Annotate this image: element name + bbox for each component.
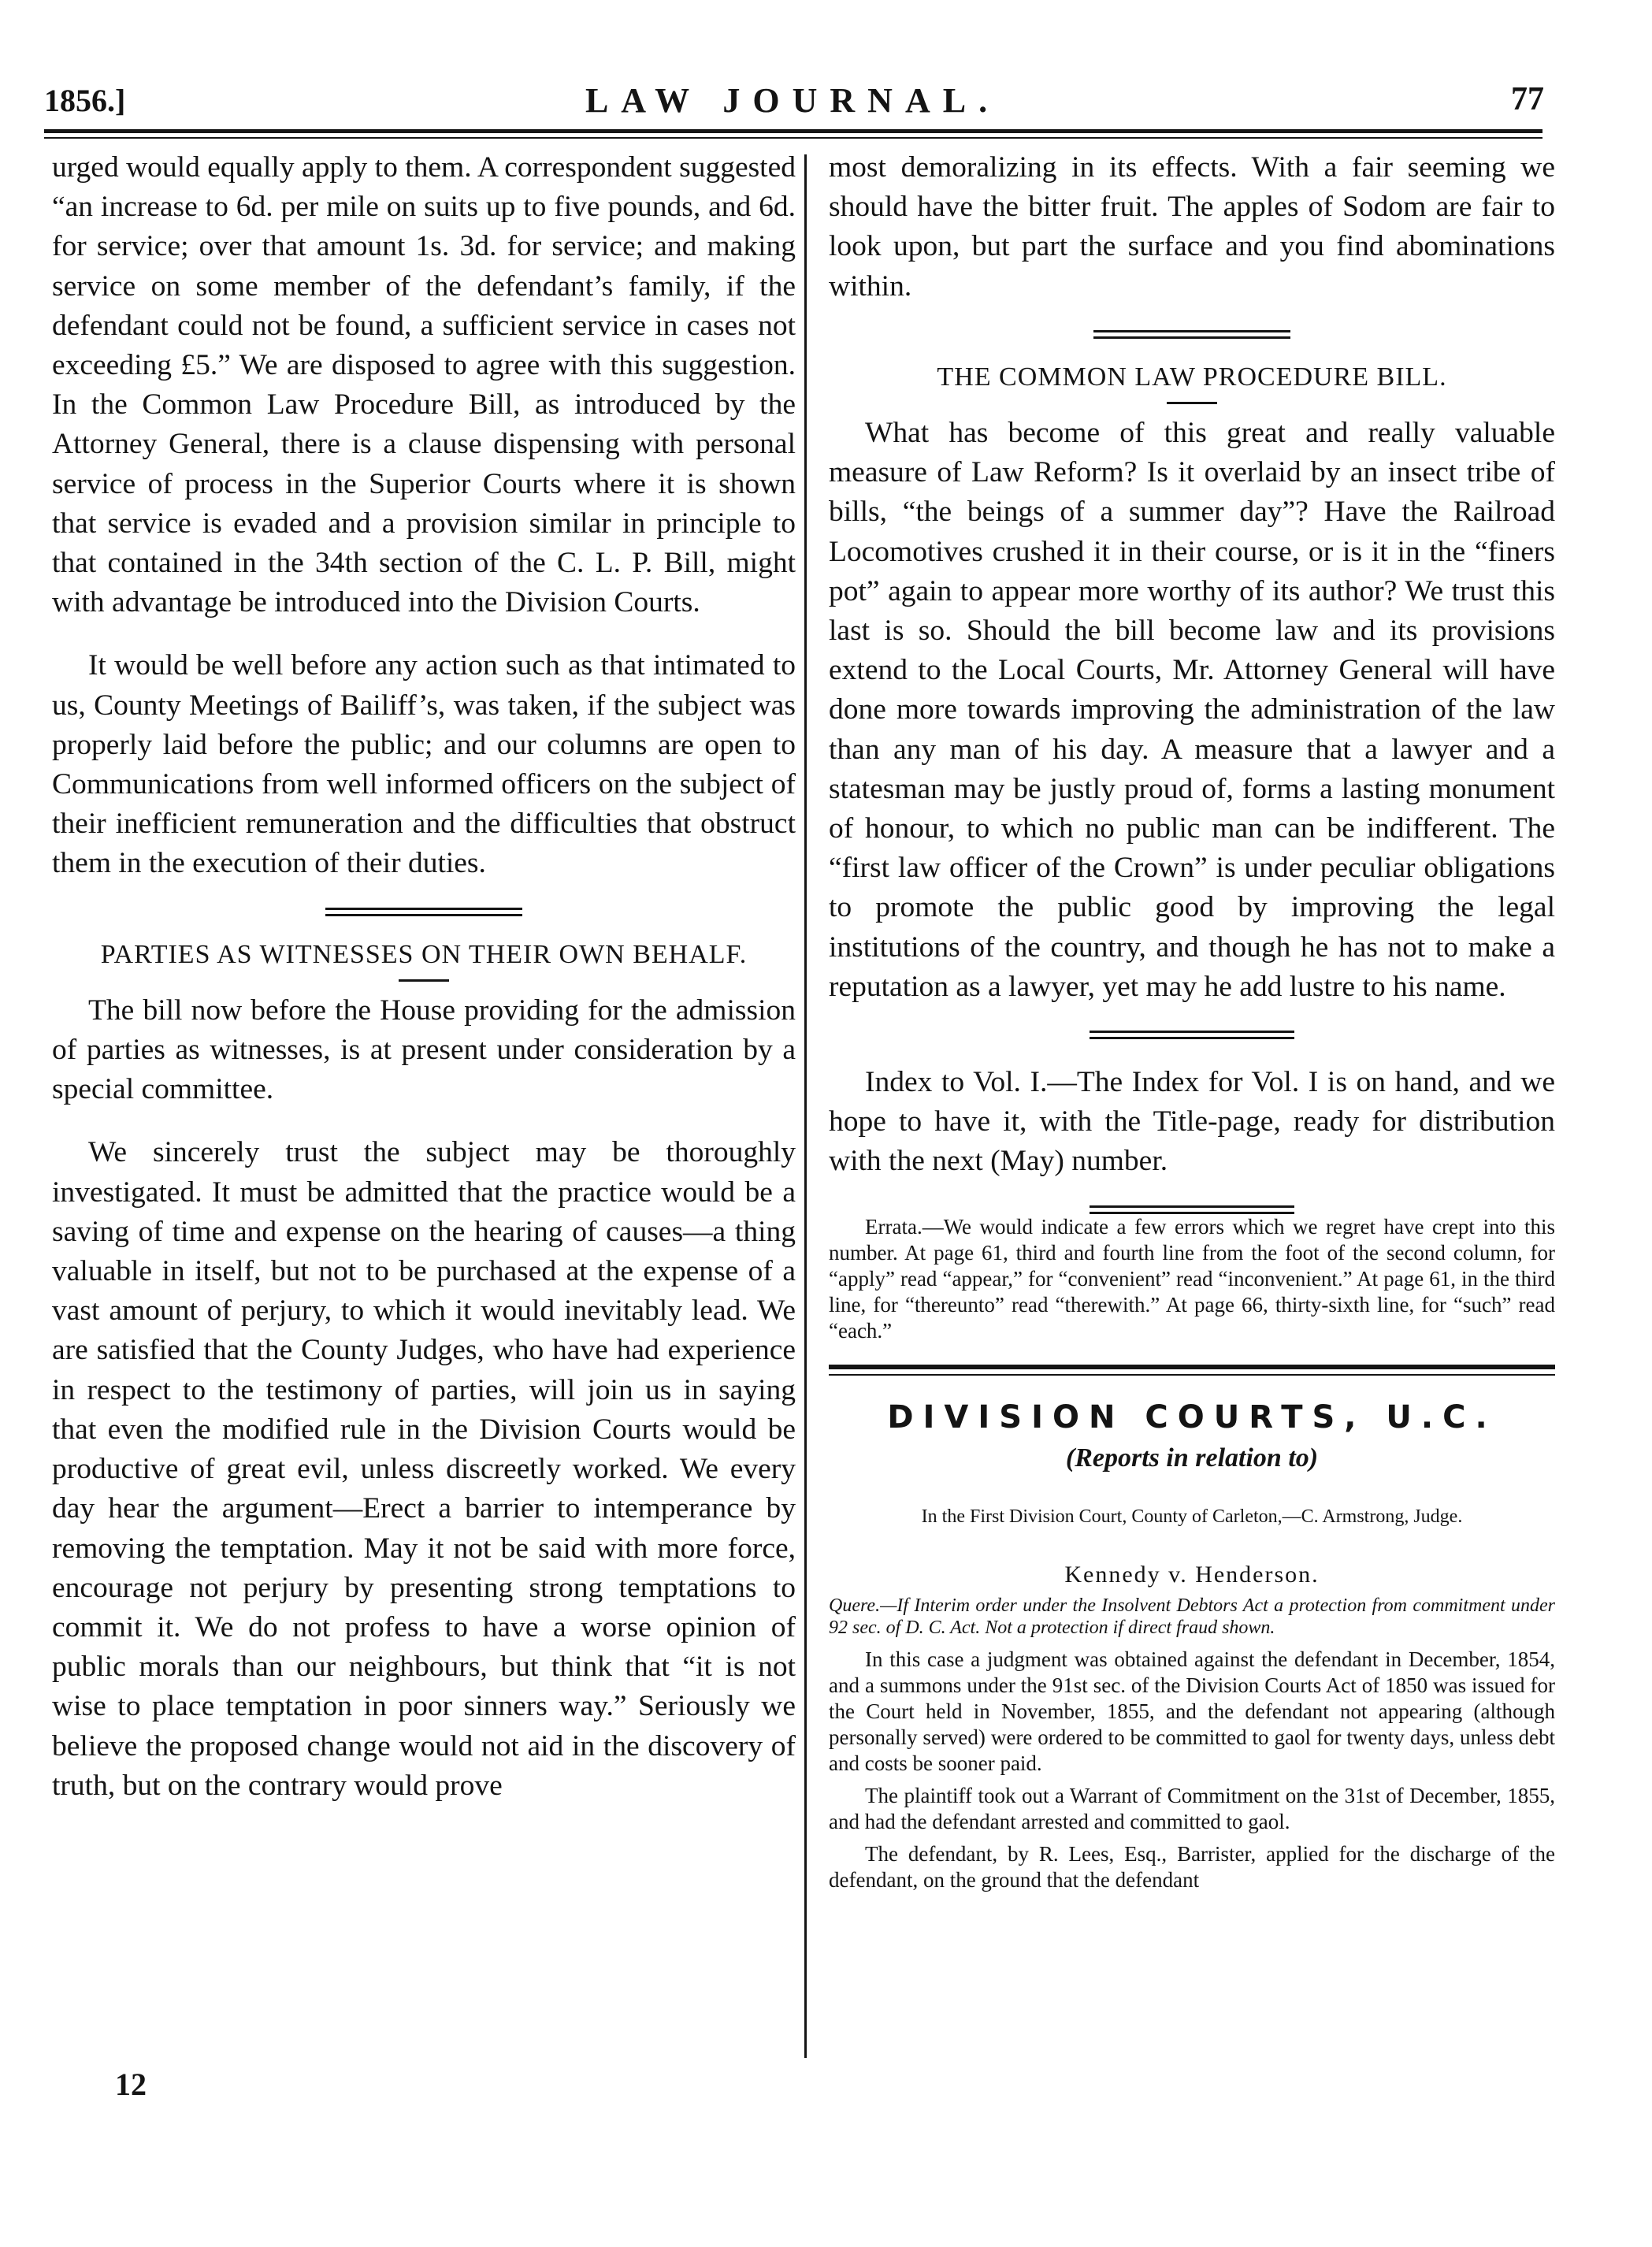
signature-mark: 12 [115,2067,147,2102]
left-paragraph-3: The bill now before the House providing for the admission of parties as witnesses, is at present under consideration by a special committee. [52,994,796,1106]
heading-underline [1167,402,1217,404]
left-paragraph-4: We sincerely trust the subject may be thoroughly investigated. It must be admitted that the practice would be a saving of time and expense on the hearing of causes—a thing valuable in itself, but not to be purchased at the expense of a vast amount of perjury, to which it would inevitably lead. We are satisfied that the County Judges, who have had experience in respect to the testimony of parties, will join us in saying that even the modified rule in the Division Courts would be productive of great evil, unless discreetly worked. We every day hear the argument—Erect a barrier to intemperance by removing the temptation. May it not be said with more force, encourage not perjury by presenting strong temptations to commit it. We do not profess to have a worse opinion of public morals than our neighbours, but think that “it is not wise to place temptation in poor sinners way.” Seriously we believe the proposed change would not aid in the discovery of truth, but on the contrary would prove [52,1136,796,1802]
section-rule-thin [829,1374,1555,1376]
right-paragraph-1: most demoralizing in its effects. With a fair seeming we should have the bitter fruit. The apples of Sodom are fair to look upon, but part the surface and you find abominations within. [829,151,1555,303]
header-year: 1856.] [44,83,126,118]
section-divider [325,908,522,916]
page-number: 77 [1511,81,1544,117]
court-line: In the First Division Court, County of Carleton,—C. Armstrong, Judge. [921,1506,1463,1528]
journal-title: LAW JOURNAL. [585,81,1000,120]
section-rule-thick [829,1365,1555,1369]
left-paragraph-2: It would be well before any action such as that intimated to us, County Meetings of Bailiff’s, was taken, if the subject was properly laid before the public; and our columns are open to Communications from well informed officers on the subject of their inefficient remuneration and the difficulties that obstruct them in the execution of their duties. [52,649,796,880]
case-paragraph-2: The plaintiff took out a Warrant of Commitment on the 31st of December, 1855, and had the defendant arrested and committed to gaol. [829,1784,1555,1834]
left-column [52,148,796,1806]
heading-parties-as-witnesses: PARTIES AS WITNESSES ON THEIR OWN BEHALF. [100,939,748,969]
section-title-division-courts: DIVISION COURTS, U.C. [887,1398,1497,1435]
section-divider [1093,330,1290,339]
index-note: Index to Vol. I.—The Index for Vol. I is on hand, and we hope to have it, with the Title-page, ready for distribution with the next (May) number. [829,1066,1555,1178]
section-divider [1090,1031,1294,1039]
right-paragraph-2: What has become of this great and really valuable measure of Law Reform? Is it overlaid by an insect tribe of bills, “the beings of a summer day”? Have the Railroad Locomotives crushed it in their course, or is it in the “finers pot” again to appear more worthy of its author? We trust this last is so. Should the bill become law and its provisions extend to the Local Courts, Mr. Attorney General will have done more towards improving the administration of the law than any man of his day. A measure that a lawyer and a statesman may be justly proud of, forms a lasting monument of honour, to which no public man can be indifferent. The “first law officer of the Crown” is under peculiar obligations to promote the public good by improving the legal institutions of the country, and though he has not to make a reputation as a lawyer, yet may he add lustre to his name. [829,417,1555,1003]
section-divider [1090,1205,1294,1214]
heading-common-law-procedure-bill: THE COMMON LAW PROCEDURE BILL. [937,362,1447,392]
section-subtitle: (Reports in relation to) [1065,1443,1319,1473]
header-rule-thin [44,137,1542,139]
case-query: Quere.—If Interim order under the Insolvent Debtors Act a protection from commitment under 92 sec. of D. C. Act. Not a protection if direct fraud shown. [829,1595,1555,1639]
heading-underline [399,979,449,982]
right-column [829,148,1555,1893]
header-rule-thick [44,129,1542,133]
case-paragraph-1: In this case a judgment was obtained against the defendant in December, 1854, and a summons under the 91st sec. of the Division Courts Act of 1850 was issued for the Court held in November, 1855, and the defendant not appearing (although personally served) were ordered to be committed to gaol for twenty days, unless debt and costs be sooner paid. [829,1647,1555,1776]
errata-note: Errata.—We would indicate a few errors which we regret have crept into this number. At page 61, third and fourth line from the foot of the second column, for “apply” read “appear,” for “convenient” read “inconvenient.” At page 61, in the third line, for “thereunto” read “therewith.” At page 66, thirty-sixth line, for “such” read “each.” [829,1214,1555,1343]
case-paragraph-3: The defendant, by R. Lees, Esq., Barrister, applied for the discharge of the defendant, on the ground that the defendant [829,1842,1555,1892]
case-title: Kennedy v. Henderson. [1064,1562,1320,1588]
column-divider [804,154,807,2058]
left-paragraph-1: urged would equally apply to them. A correspondent suggested “an increase to 6d. per mile on suits up to five pounds, and 6d. for service; over that amount 1s. 3d. for service; and making service on some member of the defendant’s family, if the defendant could not be found, a sufficient service in cases not exceeding £5.” We are disposed to agree with this suggestion. In the Common Law Procedure Bill, as introduced by the Attorney General, there is a clause dispensing with personal service of process in the Superior Courts where it is shown that service is evaded and a provision similar in principle to that contained in the 34th section of the C. L. P. Bill, might with advantage be introduced into the Division Courts. [52,151,796,619]
running-header [44,79,1544,126]
